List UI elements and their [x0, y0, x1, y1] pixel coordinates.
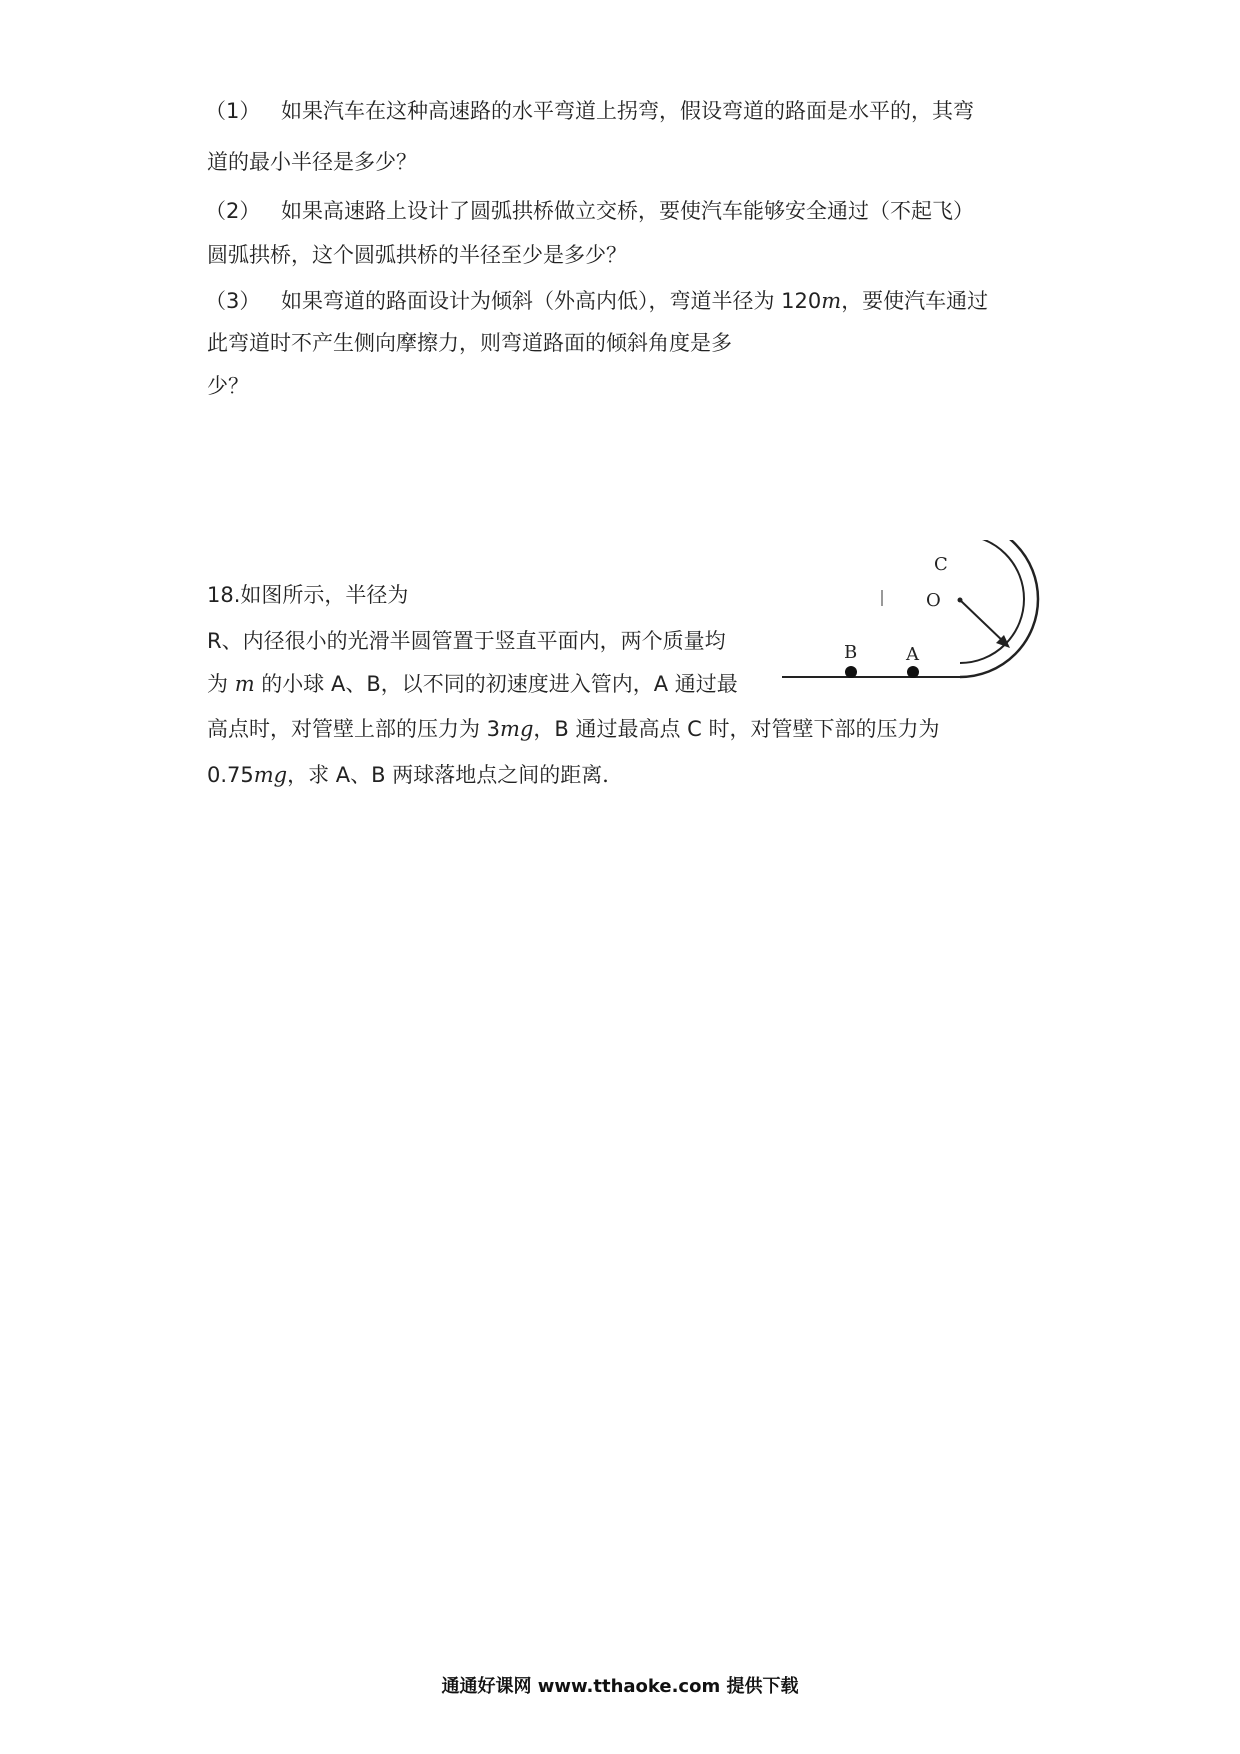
ball-b	[845, 666, 857, 678]
q17-item3-number: （3）	[205, 289, 261, 313]
q18-line2: R、内径很小的光滑半圆管置于竖直平面内，两个质量均	[207, 629, 726, 653]
q17-item2-line1	[205, 196, 974, 226]
q17-item1-line2: 道的最小半径是多少？	[207, 150, 417, 174]
q18-line5	[207, 760, 623, 790]
q17-item3-line2: 此弯道时不产生侧向摩擦力，则弯道路面的倾斜角度是多	[207, 331, 732, 355]
q17-item1-text: 如果汽车在这种高速路的水平弯道上拐弯，假设弯道的路面是水平的，其弯	[281, 99, 974, 123]
q18-line3	[207, 669, 738, 699]
q17-item1-line1	[205, 96, 974, 126]
q18-line4-mg: mg	[500, 717, 534, 741]
label-o: O	[926, 590, 941, 611]
q17-item3-text-b: ，要使汽车通过	[841, 289, 989, 313]
q18-line3-b: 的小球 A、B，以不同的初速度进入管内，A 通过最	[254, 672, 738, 696]
q17-item2-number: （2）	[205, 199, 261, 223]
q17-item2-line2: 圆弧拱桥，这个圆弧拱桥的半径至少是多少？	[207, 243, 627, 267]
tube-outer-arc	[960, 540, 1038, 677]
q18-line4-a: 高点时，对管壁上部的压力为 3	[207, 717, 501, 741]
q18-line5-mg: mg	[253, 763, 288, 787]
ball-a	[907, 666, 919, 678]
q17-item1-number: （1）	[205, 99, 261, 123]
q18-line3-a: 为	[207, 672, 235, 696]
label-c: C	[934, 554, 948, 575]
q18-line4-b: ，B 通过最高点 C 时，对管壁下部的压力为	[533, 717, 940, 741]
q17-item3-line1	[205, 286, 988, 316]
label-a: A	[906, 644, 919, 665]
q18-line5-b: ，求 A、B 两球落地点之间的距离．	[287, 763, 624, 787]
q17-item3-unit: m	[821, 289, 842, 313]
q18-line4	[207, 714, 940, 744]
semicircle-tube-figure	[770, 540, 1060, 690]
q17-item3-line3: 少？	[207, 374, 249, 398]
radius-arrow-line	[960, 600, 1006, 644]
q18-line5-a: 0.75	[207, 763, 254, 787]
q18-mass-symbol: m	[234, 672, 255, 696]
q18-line1: 18.如图所示，半径为	[207, 583, 409, 607]
page-footer: 通通好课网 www.tthaoke.com 提供下载	[441, 1676, 799, 1697]
tube-inner-arc	[960, 540, 1024, 663]
q17-item2-text: 如果高速路上设计了圆弧拱桥做立交桥，要使汽车能够安全通过（不起飞）	[281, 199, 974, 223]
label-b: B	[844, 642, 858, 663]
q17-item3-text-a: 如果弯道的路面设计为倾斜（外高内低），弯道半径为 120	[281, 289, 822, 313]
